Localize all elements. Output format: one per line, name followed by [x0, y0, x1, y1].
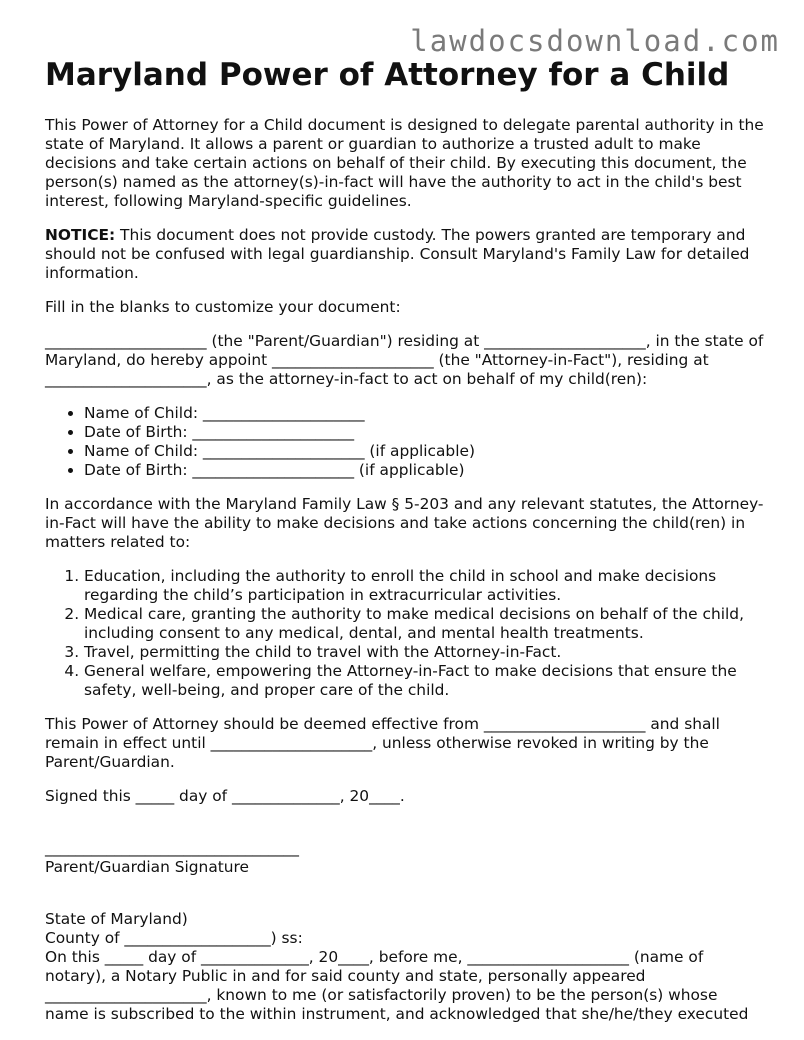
signed-line: Signed this _____ day of ______________, 20____.: [45, 787, 405, 805]
effective-paragraph: This Power of Attorney should be deemed effective from _____________________ and shall remain in effect until _____________________, unless otherwise revoked in writing by the Parent/Guardian.: [45, 715, 720, 771]
list-item: • Name of Child: _____________________ (if applicable): [84, 442, 765, 461]
notary-state: State of Maryland): [45, 910, 188, 928]
fill-instruction: Fill in the blanks to customize your document:: [45, 298, 401, 316]
signature-label: Parent/Guardian Signature: [45, 858, 249, 876]
watermark: lawdocsdownload.com: [410, 24, 780, 58]
list-item: 4. General welfare, empowering the Attorney-in-Fact to make decisions that ensure the safety, well-being, and proper care of the child.: [84, 662, 765, 700]
notary-county: County of ___________________) ss:: [45, 929, 303, 947]
accordance-paragraph: In accordance with the Maryland Family Law § 5-203 and any relevant statutes, the Attorney-in-Fact will have the ability to make decisions and take actions concerning the child(ren) in matters related to:: [45, 495, 764, 551]
appointment-paragraph: _____________________ (the "Parent/Guardian") residing at _____________________, in the state of Maryland, do hereby appoint _____________________ (the "Attorney-in-Fact"), residing at _____________________, as the attorney-in-fact to act on behalf of my child(ren):: [45, 332, 764, 388]
intro-paragraph: This Power of Attorney for a Child document is designed to delegate parental authority in the state of Maryland. It allows a parent or guardian to authorize a trusted adult to make decisions and take certain actions on behalf of their child. By executing this document, the person(s) named as the attorney(s)-in-fact will have the authority to act in the child's best interest, following Maryland-specific guidelines.: [45, 116, 764, 210]
list-item: • Name of Child: _____________________: [84, 404, 765, 423]
notice-label: NOTICE:: [45, 226, 116, 244]
page-title: Maryland Power of Attorney for a Child: [45, 57, 730, 93]
powers-list: [45, 567, 765, 700]
children-list: [45, 404, 765, 480]
signature-line: _________________________________: [45, 839, 299, 857]
list-item: • Date of Birth: _____________________: [84, 423, 765, 442]
notice-text: This document does not provide custody. The powers granted are temporary and should not be confused with legal guardianship. Consult Maryland's Family Law for detailed information.: [45, 226, 750, 282]
notary-body: On this _____ day of ______________, 20____, before me, _____________________ (name of notary), a Notary Public in and for said county and state, personally appeared _____________________, known to me (or satisfactorily proven) to be the person(s) whose name is subscribed to the within instrument, and acknowledged that she/he/they executed: [45, 948, 749, 1023]
notary-block: [45, 910, 765, 1024]
document-page: [45, 56, 765, 1024]
list-item: 1. Education, including the authority to enroll the child in school and make decisions regarding the child’s participation in extracurricular activities.: [84, 567, 765, 605]
list-item: 3. Travel, permitting the child to travel with the Attorney-in-Fact.: [84, 643, 765, 662]
list-item: • Date of Birth: _____________________ (if applicable): [84, 461, 765, 480]
notice-paragraph: [45, 226, 765, 283]
list-item: 2. Medical care, granting the authority to make medical decisions on behalf of the child, including consent to any medical, dental, and mental health treatments.: [84, 605, 765, 643]
